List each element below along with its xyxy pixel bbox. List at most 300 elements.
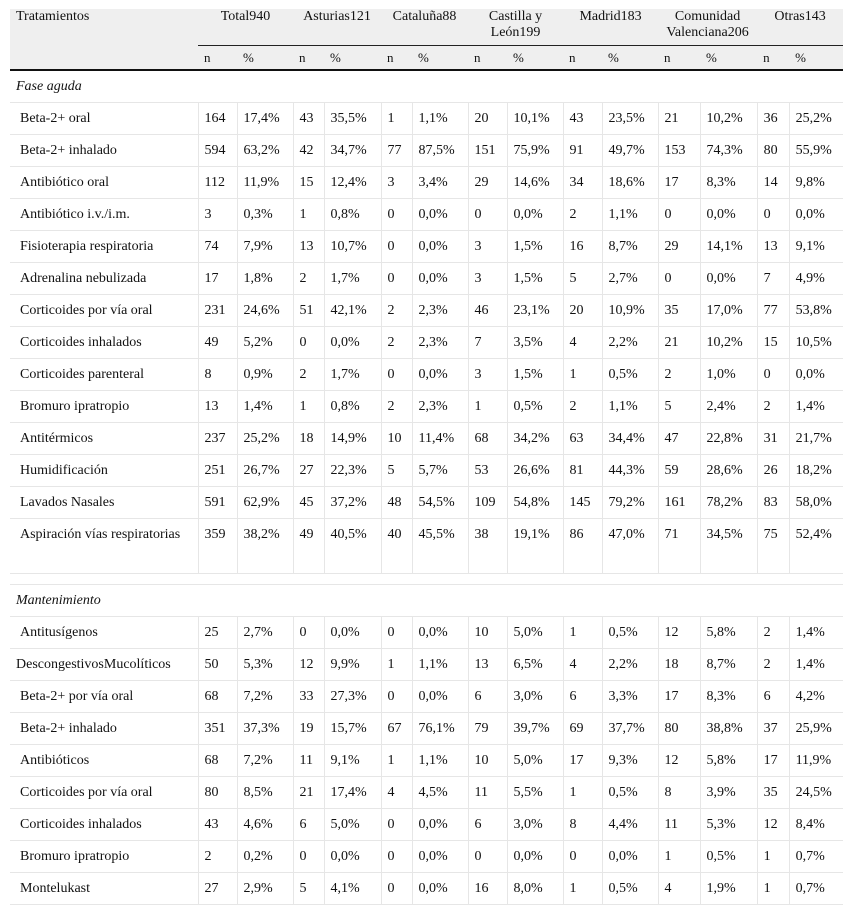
table-row [10, 809, 843, 841]
count-cell: 5 [658, 391, 700, 423]
percent-cell: 9,8% [789, 167, 843, 199]
percent-cell: 10,9% [602, 295, 658, 327]
percent-cell: 49,7% [602, 135, 658, 167]
count-cell: 21 [293, 777, 324, 809]
percent-cell: 54,5% [412, 487, 468, 519]
count-cell: 151 [468, 135, 507, 167]
percent-cell: 27,3% [324, 681, 381, 713]
treatment-name: Corticoides por vía oral [10, 295, 198, 327]
count-cell: 0 [381, 681, 412, 713]
count-cell: 21 [658, 327, 700, 359]
percent-cell: 2,9% [237, 873, 293, 905]
n-header: n [468, 46, 507, 71]
count-cell: 20 [563, 295, 602, 327]
count-cell: 68 [468, 423, 507, 455]
count-cell: 86 [563, 519, 602, 574]
count-cell: 0 [381, 617, 412, 649]
percent-cell: 2,7% [237, 617, 293, 649]
count-cell: 34 [563, 167, 602, 199]
count-cell: 0 [381, 263, 412, 295]
count-cell: 17 [563, 745, 602, 777]
count-cell: 237 [198, 423, 237, 455]
percent-cell: 39,7% [507, 713, 563, 745]
percent-cell: 11,4% [412, 423, 468, 455]
percent-cell: 0,0% [700, 263, 757, 295]
count-cell: 50 [198, 649, 237, 681]
treatment-name: Bromuro ipratropio [10, 841, 198, 873]
count-cell: 74 [198, 231, 237, 263]
percent-cell: 15,7% [324, 713, 381, 745]
treatment-name: Corticoides por vía oral [10, 777, 198, 809]
count-cell: 2 [381, 391, 412, 423]
count-cell: 38 [468, 519, 507, 574]
count-cell: 77 [381, 135, 412, 167]
percent-cell: 0,0% [412, 617, 468, 649]
percent-cell: 14,9% [324, 423, 381, 455]
count-cell: 42 [293, 135, 324, 167]
count-cell: 35 [658, 295, 700, 327]
count-cell: 31 [757, 423, 789, 455]
count-cell: 46 [468, 295, 507, 327]
percent-cell: 1,5% [507, 359, 563, 391]
count-cell: 6 [757, 681, 789, 713]
table-row [10, 649, 843, 681]
count-cell: 164 [198, 103, 237, 135]
percent-cell: 4,9% [789, 263, 843, 295]
percent-cell: 5,0% [507, 745, 563, 777]
group-header [381, 9, 468, 46]
group-header [198, 9, 293, 46]
count-cell: 5 [381, 455, 412, 487]
count-cell: 10 [468, 745, 507, 777]
count-cell: 2 [563, 199, 602, 231]
group-header-line: Madrid183 [579, 9, 642, 24]
count-cell: 71 [658, 519, 700, 574]
percent-cell: 1,4% [789, 649, 843, 681]
treatment-name: Antibióticos [10, 745, 198, 777]
table-row [10, 617, 843, 649]
percent-cell: 0,0% [412, 263, 468, 295]
count-cell: 0 [658, 199, 700, 231]
count-cell: 79 [468, 713, 507, 745]
count-cell: 13 [468, 649, 507, 681]
count-cell: 77 [757, 295, 789, 327]
percent-header: % [412, 46, 468, 71]
count-cell: 35 [757, 777, 789, 809]
count-cell: 91 [563, 135, 602, 167]
table-row [10, 841, 843, 873]
table-row [10, 777, 843, 809]
percent-cell: 7,2% [237, 681, 293, 713]
percent-cell: 5,0% [507, 617, 563, 649]
percent-cell: 17,4% [324, 777, 381, 809]
count-cell: 0 [468, 841, 507, 873]
table-row [10, 487, 843, 519]
table-row [10, 263, 843, 295]
count-cell: 3 [468, 263, 507, 295]
count-cell: 67 [381, 713, 412, 745]
count-cell: 6 [468, 681, 507, 713]
section-title: Mantenimiento [10, 585, 843, 617]
table-row [10, 231, 843, 263]
percent-cell: 1,1% [412, 103, 468, 135]
count-cell: 251 [198, 455, 237, 487]
percent-cell: 2,3% [412, 391, 468, 423]
percent-cell: 17,0% [700, 295, 757, 327]
section-spacer [10, 574, 843, 585]
count-cell: 40 [381, 519, 412, 574]
percent-cell: 23,5% [602, 103, 658, 135]
percent-cell: 2,2% [602, 327, 658, 359]
n-header: n [198, 46, 237, 71]
table-row [10, 295, 843, 327]
treatment-name: Corticoides parenteral [10, 359, 198, 391]
count-cell: 2 [381, 327, 412, 359]
percent-cell: 3,9% [700, 777, 757, 809]
percent-cell: 0,9% [237, 359, 293, 391]
count-cell: 2 [563, 391, 602, 423]
percent-cell: 0,0% [789, 199, 843, 231]
count-cell: 27 [198, 873, 237, 905]
table-header [10, 9, 843, 70]
group-header [563, 9, 658, 46]
count-cell: 1 [381, 745, 412, 777]
count-cell: 27 [293, 455, 324, 487]
percent-cell: 0,0% [324, 327, 381, 359]
group-header-line: Cataluña88 [392, 9, 457, 24]
count-cell: 49 [198, 327, 237, 359]
count-cell: 6 [293, 809, 324, 841]
count-cell: 3 [468, 359, 507, 391]
treatment-name: Beta-2+ oral [10, 103, 198, 135]
percent-cell: 78,2% [700, 487, 757, 519]
percent-cell: 1,7% [324, 359, 381, 391]
count-cell: 43 [293, 103, 324, 135]
count-cell: 8 [563, 809, 602, 841]
percent-cell: 0,7% [789, 873, 843, 905]
table-row [10, 713, 843, 745]
table-row [10, 519, 843, 574]
count-cell: 13 [293, 231, 324, 263]
percent-cell: 25,2% [789, 103, 843, 135]
count-cell: 0 [468, 199, 507, 231]
count-cell: 47 [658, 423, 700, 455]
count-cell: 3 [198, 199, 237, 231]
percent-header: % [700, 46, 757, 71]
count-cell: 2 [381, 295, 412, 327]
percent-cell: 24,6% [237, 295, 293, 327]
percent-cell: 1,8% [237, 263, 293, 295]
percent-cell: 5,0% [324, 809, 381, 841]
percent-cell: 53,8% [789, 295, 843, 327]
n-header: n [658, 46, 700, 71]
treatment-name: DescongestivosMucolíticos [10, 649, 198, 681]
count-cell: 43 [563, 103, 602, 135]
percent-cell: 14,6% [507, 167, 563, 199]
percent-cell: 10,1% [507, 103, 563, 135]
count-cell: 7 [757, 263, 789, 295]
treatments-header: Tratamientos [10, 9, 198, 70]
percent-cell: 1,4% [789, 617, 843, 649]
treatment-name: Bromuro ipratropio [10, 391, 198, 423]
group-header-line: Valenciana206 [666, 25, 749, 40]
table-body [10, 70, 843, 905]
count-cell: 12 [658, 617, 700, 649]
percent-cell: 42,1% [324, 295, 381, 327]
count-cell: 4 [658, 873, 700, 905]
count-cell: 112 [198, 167, 237, 199]
percent-cell: 76,1% [412, 713, 468, 745]
percent-cell: 1,0% [700, 359, 757, 391]
percent-cell: 2,4% [700, 391, 757, 423]
count-cell: 16 [563, 231, 602, 263]
percent-cell: 47,0% [602, 519, 658, 574]
count-cell: 1 [381, 103, 412, 135]
count-cell: 69 [563, 713, 602, 745]
percent-cell: 0,5% [602, 873, 658, 905]
count-cell: 19 [293, 713, 324, 745]
percent-cell: 55,9% [789, 135, 843, 167]
percent-cell: 3,0% [507, 681, 563, 713]
count-cell: 1 [468, 391, 507, 423]
group-header-line: Total940 [220, 9, 271, 24]
percent-cell: 0,8% [324, 199, 381, 231]
count-cell: 33 [293, 681, 324, 713]
percent-cell: 10,2% [700, 103, 757, 135]
percent-cell: 0,0% [412, 199, 468, 231]
percent-cell: 0,0% [324, 617, 381, 649]
count-cell: 7 [468, 327, 507, 359]
percent-cell: 8,3% [700, 167, 757, 199]
percent-cell: 63,2% [237, 135, 293, 167]
table-row [10, 327, 843, 359]
percent-cell: 1,5% [507, 263, 563, 295]
count-cell: 153 [658, 135, 700, 167]
count-cell: 18 [293, 423, 324, 455]
count-cell: 83 [757, 487, 789, 519]
treatment-name: Beta-2+ por vía oral [10, 681, 198, 713]
percent-cell: 3,5% [507, 327, 563, 359]
count-cell: 16 [468, 873, 507, 905]
percent-cell: 34,5% [700, 519, 757, 574]
percent-cell: 40,5% [324, 519, 381, 574]
table-row [10, 423, 843, 455]
percent-cell: 1,1% [412, 745, 468, 777]
n-header: n [563, 46, 602, 71]
treatments-table [10, 9, 843, 905]
count-cell: 1 [757, 841, 789, 873]
count-cell: 25 [198, 617, 237, 649]
percent-cell: 0,0% [412, 809, 468, 841]
percent-cell: 37,7% [602, 713, 658, 745]
table-row [10, 135, 843, 167]
group-header [757, 9, 843, 46]
percent-cell: 8,0% [507, 873, 563, 905]
percent-cell: 37,2% [324, 487, 381, 519]
percent-cell: 18,2% [789, 455, 843, 487]
count-cell: 17 [658, 681, 700, 713]
percent-cell: 22,8% [700, 423, 757, 455]
count-cell: 51 [293, 295, 324, 327]
table-row [10, 359, 843, 391]
percent-cell: 5,5% [507, 777, 563, 809]
treatment-name: Antibiótico i.v./i.m. [10, 199, 198, 231]
group-header [293, 9, 381, 46]
count-cell: 0 [381, 873, 412, 905]
count-cell: 15 [757, 327, 789, 359]
count-cell: 6 [563, 681, 602, 713]
percent-cell: 26,7% [237, 455, 293, 487]
count-cell: 1 [658, 841, 700, 873]
percent-cell: 1,1% [602, 391, 658, 423]
group-header-line: Otras143 [774, 9, 826, 24]
percent-cell: 5,3% [700, 809, 757, 841]
percent-cell: 52,4% [789, 519, 843, 574]
percent-cell: 5,2% [237, 327, 293, 359]
group-header [468, 9, 563, 46]
count-cell: 2 [293, 359, 324, 391]
percent-cell: 8,5% [237, 777, 293, 809]
percent-cell: 0,5% [602, 359, 658, 391]
percent-cell: 0,0% [789, 359, 843, 391]
count-cell: 0 [293, 617, 324, 649]
count-cell: 0 [381, 199, 412, 231]
percent-cell: 17,4% [237, 103, 293, 135]
count-cell: 5 [293, 873, 324, 905]
treatment-name: Aspiración vías respiratorias [10, 519, 198, 574]
count-cell: 26 [757, 455, 789, 487]
count-cell: 6 [468, 809, 507, 841]
count-cell: 11 [293, 745, 324, 777]
percent-cell: 24,5% [789, 777, 843, 809]
percent-cell: 6,5% [507, 649, 563, 681]
percent-cell: 0,5% [507, 391, 563, 423]
count-cell: 36 [757, 103, 789, 135]
group-header [658, 9, 757, 46]
percent-cell: 0,0% [412, 873, 468, 905]
percent-cell: 4,4% [602, 809, 658, 841]
count-cell: 3 [468, 231, 507, 263]
percent-cell: 0,0% [412, 681, 468, 713]
percent-cell: 4,2% [789, 681, 843, 713]
percent-cell: 10,5% [789, 327, 843, 359]
count-cell: 0 [293, 327, 324, 359]
table-row [10, 103, 843, 135]
count-cell: 1 [293, 199, 324, 231]
percent-cell: 9,9% [324, 649, 381, 681]
count-cell: 0 [381, 809, 412, 841]
treatment-name: Antibiótico oral [10, 167, 198, 199]
percent-cell: 9,3% [602, 745, 658, 777]
count-cell: 3 [381, 167, 412, 199]
count-cell: 21 [658, 103, 700, 135]
table-row [10, 167, 843, 199]
count-cell: 109 [468, 487, 507, 519]
count-cell: 2 [658, 359, 700, 391]
percent-cell: 34,4% [602, 423, 658, 455]
percent-cell: 0,3% [237, 199, 293, 231]
count-cell: 161 [658, 487, 700, 519]
table-row [10, 745, 843, 777]
count-cell: 0 [381, 841, 412, 873]
count-cell: 10 [381, 423, 412, 455]
n-header: n [293, 46, 324, 71]
percent-cell: 12,4% [324, 167, 381, 199]
percent-cell: 7,2% [237, 745, 293, 777]
count-cell: 75 [757, 519, 789, 574]
count-cell: 0 [381, 359, 412, 391]
count-cell: 45 [293, 487, 324, 519]
group-header-line: Castilla y [488, 9, 543, 24]
count-cell: 10 [468, 617, 507, 649]
count-cell: 17 [658, 167, 700, 199]
count-cell: 2 [293, 263, 324, 295]
count-cell: 29 [658, 231, 700, 263]
count-cell: 48 [381, 487, 412, 519]
percent-cell: 3,0% [507, 809, 563, 841]
count-cell: 37 [757, 713, 789, 745]
count-cell: 13 [757, 231, 789, 263]
percent-cell: 8,7% [700, 649, 757, 681]
treatment-name: Beta-2+ inhalado [10, 713, 198, 745]
percent-cell: 38,2% [237, 519, 293, 574]
percent-cell: 10,2% [700, 327, 757, 359]
percent-cell: 44,3% [602, 455, 658, 487]
percent-cell: 0,0% [602, 841, 658, 873]
percent-cell: 21,7% [789, 423, 843, 455]
count-cell: 4 [563, 327, 602, 359]
percent-cell: 11,9% [237, 167, 293, 199]
table-row [10, 873, 843, 905]
percent-cell: 2,3% [412, 295, 468, 327]
percent-cell: 1,5% [507, 231, 563, 263]
table-row [10, 391, 843, 423]
count-cell: 1 [293, 391, 324, 423]
count-cell: 2 [198, 841, 237, 873]
count-cell: 0 [563, 841, 602, 873]
percent-cell: 0,2% [237, 841, 293, 873]
count-cell: 12 [757, 809, 789, 841]
count-cell: 29 [468, 167, 507, 199]
count-cell: 1 [563, 359, 602, 391]
treatment-name: Beta-2+ inhalado [10, 135, 198, 167]
percent-cell: 62,9% [237, 487, 293, 519]
percent-cell: 54,8% [507, 487, 563, 519]
percent-cell: 35,5% [324, 103, 381, 135]
count-cell: 1 [563, 873, 602, 905]
count-cell: 0 [658, 263, 700, 295]
percent-header: % [324, 46, 381, 71]
count-cell: 17 [757, 745, 789, 777]
table-row [10, 681, 843, 713]
count-cell: 68 [198, 745, 237, 777]
count-cell: 351 [198, 713, 237, 745]
percent-cell: 4,5% [412, 777, 468, 809]
n-header: n [757, 46, 789, 71]
percent-cell: 38,8% [700, 713, 757, 745]
count-cell: 2 [757, 617, 789, 649]
count-cell: 15 [293, 167, 324, 199]
percent-cell: 11,9% [789, 745, 843, 777]
percent-cell: 79,2% [602, 487, 658, 519]
percent-cell: 9,1% [789, 231, 843, 263]
percent-cell: 58,0% [789, 487, 843, 519]
count-cell: 81 [563, 455, 602, 487]
count-cell: 0 [757, 199, 789, 231]
count-cell: 8 [658, 777, 700, 809]
percent-header: % [507, 46, 563, 71]
percent-cell: 2,3% [412, 327, 468, 359]
